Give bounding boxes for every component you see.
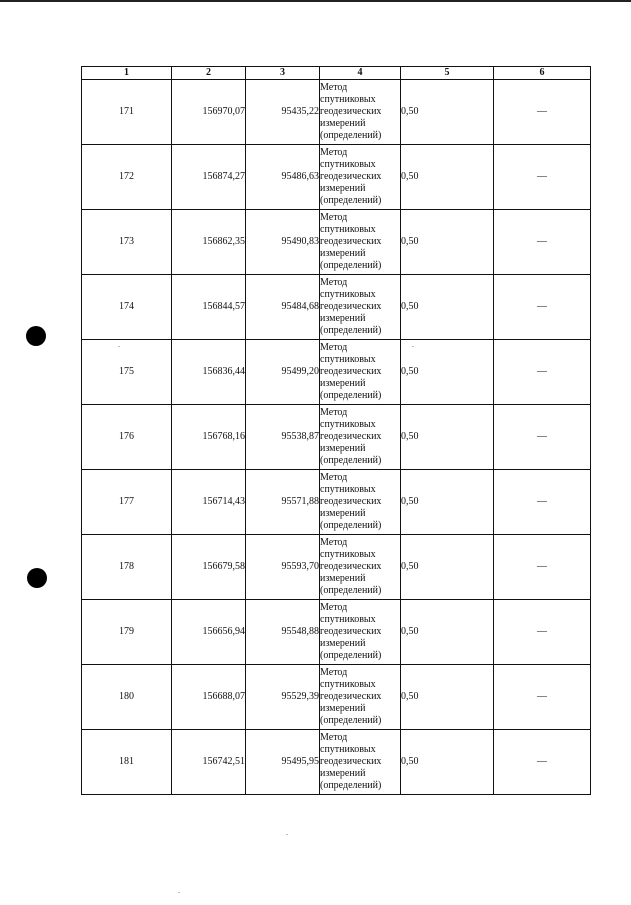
table-row	[82, 600, 591, 665]
extra-cell: —	[494, 665, 591, 730]
punch-hole	[27, 568, 47, 588]
table-row	[82, 730, 591, 795]
x-coordinate-cell: 156679,58	[172, 535, 246, 600]
method-cell: Метод спутниковых геодезических измерений (определений)	[320, 470, 401, 535]
method-cell: Метод спутниковых геодезических измерений (определений)	[320, 665, 401, 730]
y-coordinate-cell: 95486,63	[246, 145, 320, 210]
header-col-2: 2	[172, 67, 246, 80]
y-coordinate-cell: 95538,87	[246, 405, 320, 470]
header-row	[82, 67, 591, 80]
y-coordinate-cell: 95529,39	[246, 665, 320, 730]
method-cell: Метод спутниковых геодезических измерений (определений)	[320, 730, 401, 795]
point-number-cell: 178	[82, 535, 172, 600]
extra-cell: —	[494, 145, 591, 210]
point-number-cell: 179	[82, 600, 172, 665]
point-number-cell: 173	[82, 210, 172, 275]
header-col-6: 6	[494, 67, 591, 80]
point-number-cell: 172	[82, 145, 172, 210]
x-coordinate-cell: 156688,07	[172, 665, 246, 730]
method-cell: Метод спутниковых геодезических измерений (определений)	[320, 600, 401, 665]
header-col-4: 4	[320, 67, 401, 80]
extra-cell: —	[494, 210, 591, 275]
x-coordinate-cell: 156836,44	[172, 340, 246, 405]
y-coordinate-cell: 95593,70	[246, 535, 320, 600]
x-coordinate-cell: 156844,57	[172, 275, 246, 340]
y-coordinate-cell: 95571,88	[246, 470, 320, 535]
extra-cell: —	[494, 275, 591, 340]
method-cell: Метод спутниковых геодезических измерений (определений)	[320, 535, 401, 600]
table-row	[82, 275, 591, 340]
coordinates-table	[81, 66, 591, 795]
scan-speck	[178, 892, 180, 893]
punch-hole	[26, 326, 46, 346]
extra-cell: —	[494, 80, 591, 145]
y-coordinate-cell: 95484,68	[246, 275, 320, 340]
table-row	[82, 80, 591, 145]
table-row	[82, 210, 591, 275]
accuracy-cell: 0,50	[401, 535, 494, 600]
x-coordinate-cell: 156970,07	[172, 80, 246, 145]
header-col-1: 1	[82, 67, 172, 80]
y-coordinate-cell: 95435,22	[246, 80, 320, 145]
accuracy-cell: 0,50	[401, 665, 494, 730]
accuracy-cell: 0,50	[401, 470, 494, 535]
point-number-cell: 176	[82, 405, 172, 470]
point-number-cell: 177	[82, 470, 172, 535]
x-coordinate-cell: 156874,27	[172, 145, 246, 210]
extra-cell: —	[494, 730, 591, 795]
table-row	[82, 470, 591, 535]
method-cell: Метод спутниковых геодезических измерений (определений)	[320, 210, 401, 275]
x-coordinate-cell: 156742,51	[172, 730, 246, 795]
x-coordinate-cell: 156862,35	[172, 210, 246, 275]
point-number-cell: 175	[82, 340, 172, 405]
method-cell: Метод спутниковых геодезических измерений (определений)	[320, 405, 401, 470]
method-cell: Метод спутниковых геодезических измерений (определений)	[320, 275, 401, 340]
header-col-5: 5	[401, 67, 494, 80]
x-coordinate-cell: 156656,94	[172, 600, 246, 665]
point-number-cell: 174	[82, 275, 172, 340]
method-cell: Метод спутниковых геодезических измерений (определений)	[320, 80, 401, 145]
extra-cell: —	[494, 340, 591, 405]
x-coordinate-cell: 156714,43	[172, 470, 246, 535]
y-coordinate-cell: 95490,83	[246, 210, 320, 275]
table-row	[82, 405, 591, 470]
y-coordinate-cell: 95495,95	[246, 730, 320, 795]
accuracy-cell: 0,50	[401, 275, 494, 340]
extra-cell: —	[494, 470, 591, 535]
accuracy-cell: 0,50	[401, 730, 494, 795]
point-number-cell: 171	[82, 80, 172, 145]
accuracy-cell: 0,50	[401, 600, 494, 665]
x-coordinate-cell: 156768,16	[172, 405, 246, 470]
extra-cell: —	[494, 600, 591, 665]
point-number-cell: 181	[82, 730, 172, 795]
accuracy-cell: 0,50	[401, 80, 494, 145]
accuracy-cell: 0,50	[401, 210, 494, 275]
accuracy-cell: 0,50	[401, 405, 494, 470]
y-coordinate-cell: 95548,88	[246, 600, 320, 665]
method-cell: Метод спутниковых геодезических измерений (определений)	[320, 340, 401, 405]
extra-cell: —	[494, 535, 591, 600]
table-row	[82, 340, 591, 405]
extra-cell: —	[494, 405, 591, 470]
scan-edge	[0, 0, 631, 2]
table-row	[82, 535, 591, 600]
table-row	[82, 665, 591, 730]
y-coordinate-cell: 95499,20	[246, 340, 320, 405]
header-col-3: 3	[246, 67, 320, 80]
scan-speck	[286, 834, 288, 835]
table-row	[82, 145, 591, 210]
accuracy-cell: 0,50	[401, 145, 494, 210]
method-cell: Метод спутниковых геодезических измерений (определений)	[320, 145, 401, 210]
point-number-cell: 180	[82, 665, 172, 730]
accuracy-cell: 0,50	[401, 340, 494, 405]
